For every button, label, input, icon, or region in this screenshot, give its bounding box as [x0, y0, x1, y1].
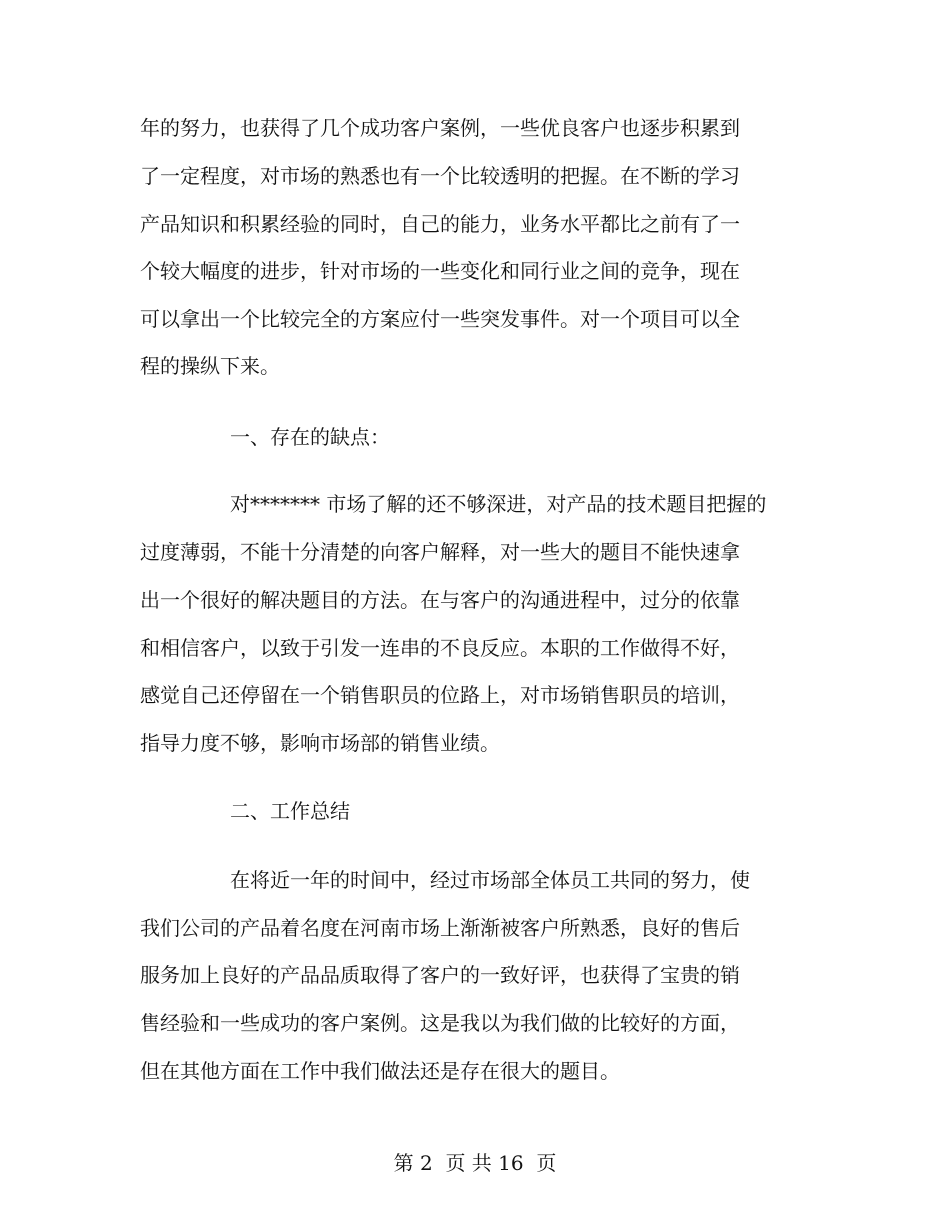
paragraph-2-line-2: 过度薄弱，不能十分清楚的向客户解释，对一些大的题目不能快速拿 — [140, 540, 740, 564]
paragraph-3-line-4: 售经验和一些成功的客户案例。这是我以为我们做的比较好的方面， — [140, 1011, 740, 1035]
paragraph-3-line-1: 在将近一年的时间中，经过市场部全体员工共同的努力，使 — [230, 868, 750, 892]
page-number-footer: 第 2 页 共 16 页 — [393, 1151, 557, 1175]
paragraph-3-line-5: 但在其他方面在工作中我们做法还是存在很大的题目。 — [140, 1059, 620, 1083]
paragraph-1-line-1: 年的努力，也获得了几个成功客户案例，一些优良客户也逐步积累到 — [140, 116, 740, 140]
paragraph-2-line-4: 和相信客户，以致于引发一连串的不良反应。本职的工作做得不好， — [140, 636, 740, 660]
paragraph-1-line-4: 个较大幅度的进步，针对市场的一些变化和同行业之间的竞争，现在 — [140, 259, 740, 283]
paragraph-3-line-2: 我们公司的产品着名度在河南市场上渐渐被客户所熟悉，良好的售后 — [140, 916, 740, 940]
paragraph-2-line-1: 对******* 市场了解的还不够深进，对产品的技术题目把握的 — [230, 492, 767, 516]
paragraph-1-line-6: 程的操纵下来。 — [140, 354, 280, 378]
section-heading-work-summary: 二、工作总结 — [230, 799, 350, 823]
section-heading-shortcomings: 一、存在的缺点： — [230, 425, 390, 449]
paragraph-2-line-3: 出一个很好的解决题目的方法。在与客户的沟通进程中，过分的依靠 — [140, 588, 740, 612]
paragraph-1-line-2: 了一定程度，对市场的熟悉也有一个比较透明的把握。在不断的学习 — [140, 164, 740, 188]
paragraph-1-line-3: 产品知识和积累经验的同时，自己的能力，业务水平都比之前有了一 — [140, 212, 740, 236]
paragraph-2-line-5: 感觉自己还停留在一个销售职员的位路上，对市场销售职员的培训， — [140, 683, 740, 707]
paragraph-2-line-6: 指导力度不够，影响市场部的销售业绩。 — [140, 731, 500, 755]
paragraph-3-line-3: 服务加上良好的产品品质取得了客户的一致好评，也获得了宝贵的销 — [140, 963, 740, 987]
paragraph-1-line-5: 可以拿出一个比较完全的方案应付一些突发事件。对一个项目可以全 — [140, 307, 740, 331]
